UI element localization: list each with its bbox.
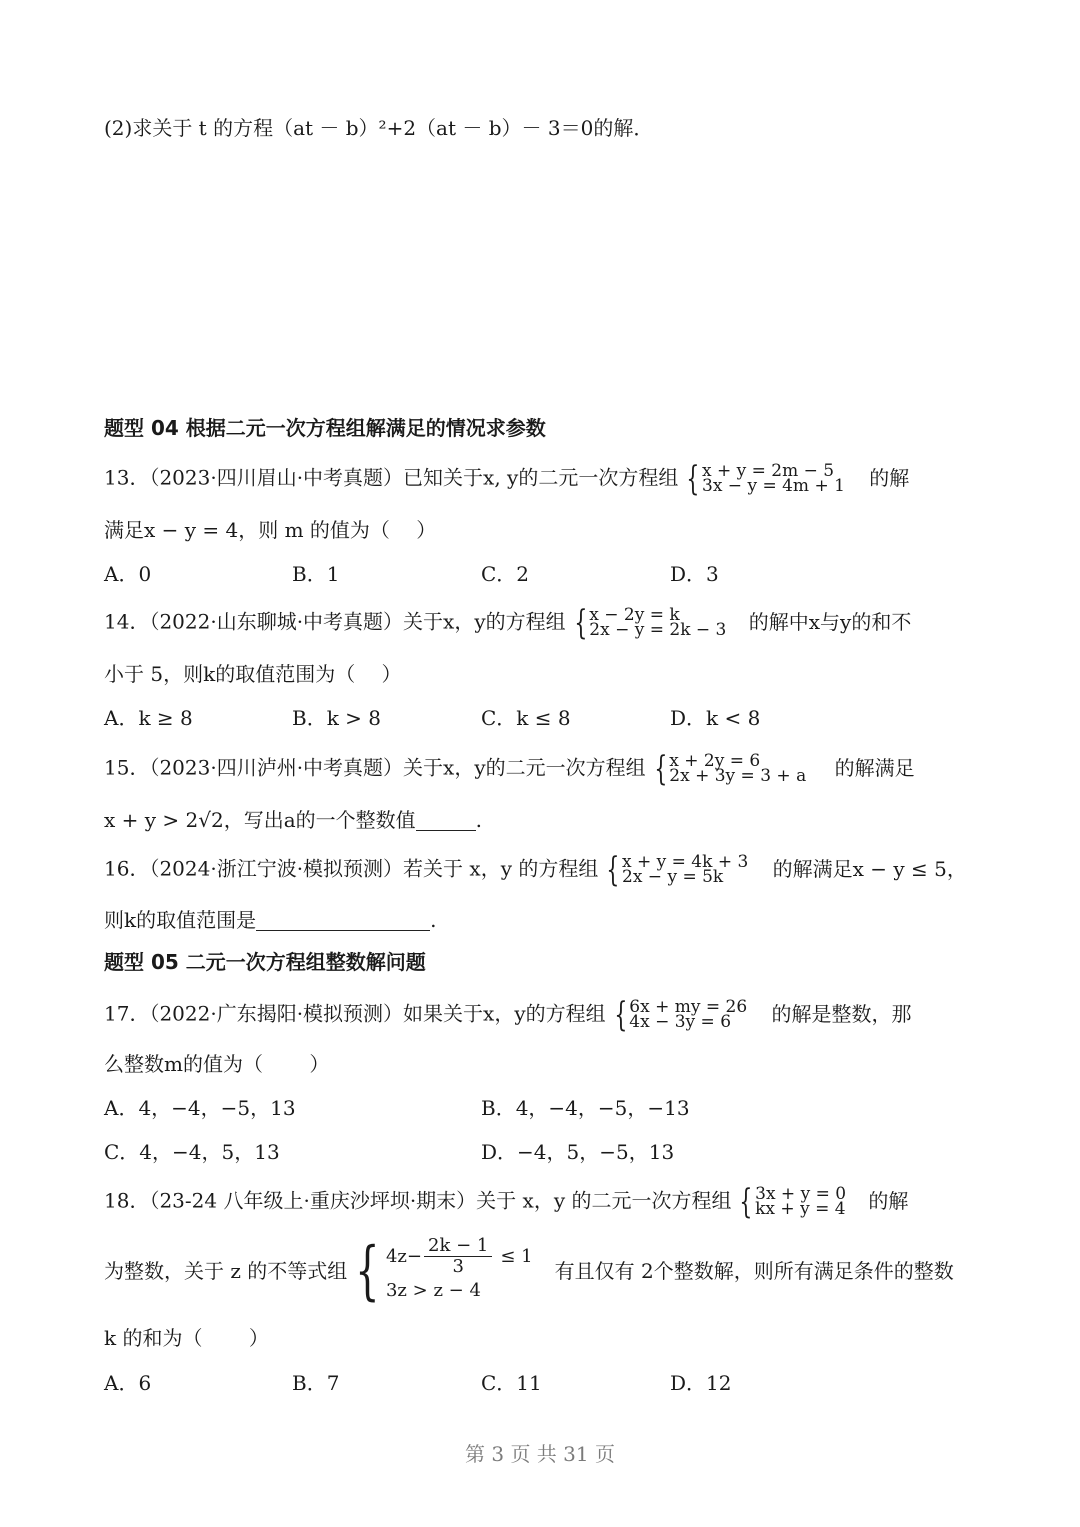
q18-frac-num: 2k − 1 — [424, 1236, 492, 1257]
q15-line2 — [104, 810, 482, 831]
q14-suffix: 的解中x与y的和不 — [748, 609, 912, 634]
q18-eq2: kx + y = 4 — [755, 1199, 846, 1219]
q18-option-d[interactable]: D．12 — [670, 1371, 732, 1395]
q18-prefix: 18．（23-24 八年级上·重庆沙坪坝·期末）关于 x，y 的二元一次方程组 — [104, 1188, 732, 1213]
q15-answer-blank[interactable] — [416, 810, 476, 831]
q17-eq2: 4x − 3y = 6 — [629, 1012, 732, 1032]
q14-option-a[interactable]: A．k ≥ 8 — [104, 706, 193, 730]
q16-prefix: 16．（2024·浙江宁波·模拟预测）若关于 x，y 的方程组 — [104, 856, 599, 881]
q14-eq1: x − 2y = k — [589, 605, 680, 625]
brace-icon: { — [653, 749, 667, 789]
q13-option-a[interactable]: A．0 — [104, 562, 152, 586]
section-05-heading: 题型 05 二元一次方程组整数解问题 — [104, 950, 426, 974]
q14-eq2: 2x − y = 2k − 3 — [589, 620, 727, 640]
page-footer: 第 3 页 共 31 页 — [465, 1442, 615, 1466]
q16-stem — [104, 850, 967, 890]
q18-ineq1-left: 4z− — [385, 1245, 423, 1267]
q16-system — [602, 850, 749, 890]
q17-line2: 么整数m的值为（ ） — [104, 1052, 330, 1076]
brace-icon: { — [613, 995, 627, 1035]
q13-suffix: 的解 — [869, 465, 910, 490]
q14-line2: 小于 5，则k的取值范围为（ ） — [104, 662, 402, 686]
q17-option-d[interactable]: D．−4，5，−5，13 — [481, 1140, 675, 1164]
q18-option-a[interactable]: A．6 — [104, 1371, 152, 1395]
q18-option-b[interactable]: B．7 — [292, 1371, 340, 1395]
q14-stem — [104, 603, 912, 643]
q18-stem — [104, 1182, 909, 1222]
q16-eq1: x + y = 4k + 3 — [622, 852, 749, 872]
q18-fraction — [424, 1236, 492, 1277]
q13-eq2: 3x − y = 4m + 1 — [702, 476, 845, 496]
section-04-heading: 题型 04 根据二元一次方程组解满足的情况求参数 — [104, 416, 546, 440]
brace-icon: { — [573, 603, 587, 643]
q14-prefix: 14．（2022·山东聊城·中考真题）关于x，y的方程组 — [104, 609, 566, 634]
q18-system — [735, 1182, 847, 1222]
q17-eq1: 6x + my = 26 — [629, 997, 748, 1017]
q17-option-a[interactable]: A．4，−4，−5，13 — [104, 1096, 296, 1120]
q14-option-c[interactable]: C．k ≤ 8 — [481, 706, 571, 730]
q18-line3: k 的和为（ ） — [104, 1326, 269, 1350]
q16-answer-blank[interactable] — [256, 910, 430, 931]
q13-option-b[interactable]: B．1 — [292, 562, 340, 586]
q13-line2: 满足x − y = 4，则 m 的值为（ ） — [104, 518, 437, 542]
q18-frac-den: 3 — [452, 1256, 464, 1277]
q13-option-c[interactable]: C．2 — [481, 562, 530, 586]
q15-line2-text: x + y > 2√2，写出a的一个整数值 — [104, 808, 416, 832]
brace-icon: { — [606, 850, 620, 890]
q16-line2-text: 则k的取值范围是 — [104, 908, 257, 932]
q17-stem — [104, 995, 912, 1035]
q18-suffix: 的解 — [868, 1188, 909, 1213]
q14-system — [570, 603, 727, 643]
q13-eq1: x + y = 2m − 5 — [702, 461, 835, 481]
q12-part2: (2)求关于 t 的方程（at － b）²+2（at － b）－ 3＝0的解． — [104, 116, 654, 140]
q18-line2-rest: 有且仅有 2个整数解，则所有满足条件的整数 — [554, 1258, 954, 1283]
q17-suffix: 的解是整数，那 — [771, 1001, 912, 1026]
q16-line2-end: . — [430, 908, 437, 932]
q18-inequality-system — [347, 1233, 533, 1308]
q16-line2 — [104, 910, 436, 931]
q13-stem — [104, 459, 910, 499]
q18-option-c[interactable]: C．11 — [481, 1371, 542, 1395]
q16-suffix: 的解满足x − y ≤ 5， — [772, 856, 967, 881]
q18-line2-text: 为整数，关于 z 的不等式组 — [104, 1258, 348, 1283]
brace-icon: { — [739, 1182, 753, 1222]
q15-line2-end: . — [475, 808, 482, 832]
q13-system — [682, 459, 845, 499]
q17-prefix: 17．（2022·广东揭阳·模拟预测）如果关于x，y的方程组 — [104, 1001, 606, 1026]
q17-option-b[interactable]: B．4，−4，−5，−13 — [481, 1096, 690, 1120]
q17-system — [610, 995, 748, 1035]
q15-system — [650, 749, 807, 789]
q17-option-c[interactable]: C．4，−4，5，13 — [104, 1140, 280, 1164]
brace-icon: { — [686, 459, 700, 499]
q15-suffix: 的解满足 — [834, 755, 915, 780]
q15-eq2: 2x + 3y = 3 + a — [669, 766, 807, 786]
q16-eq2: 2x − y = 5k — [622, 867, 724, 887]
q15-stem — [104, 749, 915, 789]
brace-icon: { — [355, 1233, 380, 1308]
q18-eq1: 3x + y = 0 — [755, 1184, 847, 1204]
q18-line2 — [104, 1233, 954, 1308]
q15-prefix: 15．（2023·四川泸州·中考真题）关于x，y的二元一次方程组 — [104, 755, 646, 780]
q13-option-d[interactable]: D．3 — [670, 562, 719, 586]
q18-ineq1-right: ≤ 1 — [500, 1245, 533, 1267]
q13-prefix: 13．（2023·四川眉山·中考真题）已知关于x, y的二元一次方程组 — [104, 465, 679, 490]
q14-option-b[interactable]: B．k > 8 — [292, 706, 382, 730]
q14-option-d[interactable]: D．k < 8 — [670, 706, 761, 730]
q18-ineq2: 3z > z − 4 — [385, 1280, 481, 1301]
q15-eq1: x + 2y = 6 — [669, 751, 761, 771]
